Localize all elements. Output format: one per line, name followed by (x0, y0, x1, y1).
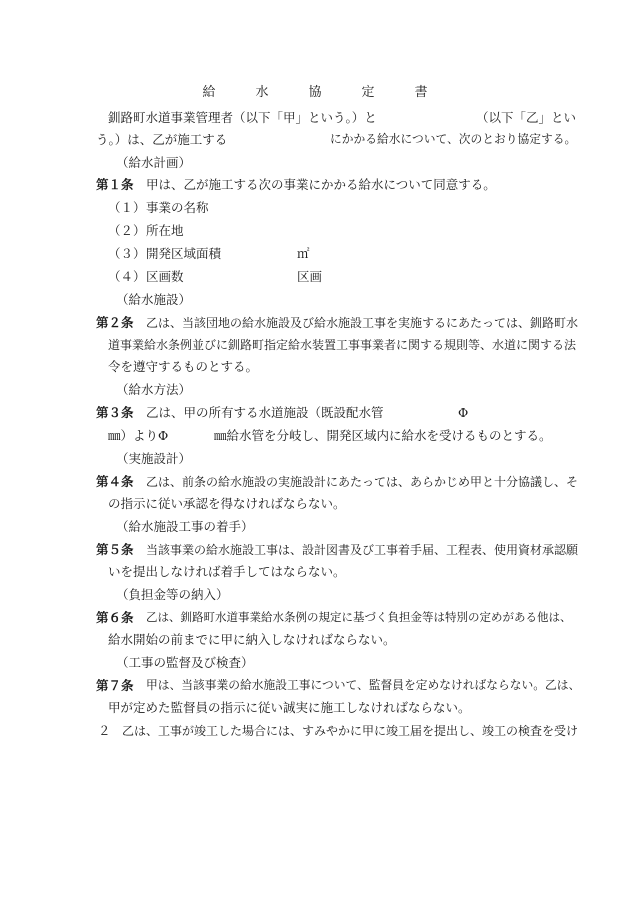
item-number: （１） (108, 200, 146, 215)
article-number: 第７条 (96, 678, 134, 693)
item-label: 開発区域面積 (146, 246, 222, 261)
paragraph-number: ２ (98, 723, 111, 738)
article-text: 道事業給水条例並びに釧路町指定給水装置工事事業者に関する規則等、水道に関する法 (108, 338, 577, 352)
article-number: 第２条 (96, 315, 134, 330)
intro-line-1a: 釧路町水道事業管理者（以下「甲」という。）と (108, 110, 377, 125)
section-heading: （実施設計） (116, 451, 192, 466)
article-number: 第４条 (96, 474, 134, 489)
title-char: 給 (202, 85, 216, 100)
article-text: 甲が定めた監督員の指示に従い誠実に施工しなければならない。 (108, 700, 471, 715)
item-label: 区画数 (146, 269, 184, 284)
intro-line-2a: う。）は、乙が施工する (96, 132, 228, 147)
item-number: （３） (108, 246, 146, 261)
item-unit: 区画 (297, 269, 323, 284)
intro-line-1b: （以下「乙」とい (476, 110, 577, 125)
item-number: （４） (108, 269, 146, 284)
article-text: 甲は、乙が施工する次の事業にかかる給水について同意する。 (146, 177, 496, 192)
title-char: 水 (255, 85, 269, 100)
article-text: 甲は、当該事業の給水施設工事について、監督員を定めなければならない。乙は、 (146, 678, 581, 692)
article-text: の指示に従い承認を得なければならない。 (108, 496, 346, 511)
article-text: いを提出しなければ着手してはならない。 (108, 564, 346, 579)
section-heading: （給水方法） (116, 382, 192, 397)
item-unit: ㎡ (297, 246, 310, 261)
article-text: 乙は、当該団地の給水施設及び給水施設工事を実施するにあたっては、釧路町水 (146, 316, 579, 330)
article-number: 第５条 (96, 542, 134, 557)
item-label: 事業の名称 (146, 200, 209, 215)
section-heading: （負担金等の納入） (116, 587, 229, 602)
article-text: 乙は、甲の所有する水道施設（既設配水管 (146, 405, 384, 420)
article-text: 令を遵守するものとする。 (108, 359, 259, 374)
item-label: 所在地 (146, 223, 184, 238)
article-text: 当該事業の給水施設工事は、設計図書及び工事着手届、工程表、使用資材承認願 (146, 543, 579, 557)
article-text: 給水開始の前までに甲に納入しなければならない。 (108, 632, 396, 647)
article-text: ㎜給水管を分岐し、開発区域内に給水を受けるものとする。 (214, 428, 552, 443)
article-number: 第６条 (96, 610, 134, 625)
section-heading: （工事の監督及び検査） (116, 655, 254, 670)
section-heading: （給水施設工事の着手） (116, 519, 254, 534)
item-number: （２） (108, 223, 146, 238)
title-char: 書 (414, 85, 428, 100)
section-heading: （給水計画） (116, 155, 192, 170)
intro-line-2b: にかかる給水について、次のとおり協定する。 (330, 132, 577, 146)
diameter-symbol: Φ (458, 405, 469, 420)
article-number: 第３条 (96, 405, 134, 420)
article-text: ㎜）よりΦ (108, 428, 169, 443)
document-title (0, 86, 630, 99)
section-heading: （給水施設） (116, 292, 192, 307)
article-number: 第１条 (96, 177, 134, 192)
title-char: 協 (308, 85, 322, 100)
article-text: 乙は、釧路町水道事業給水条例の規定に基づく負担金等は特別の定めがある他は、 (146, 610, 572, 624)
article-text: 乙は、工事が竣工した場合には、すみやかに甲に竣工届を提出し、竣工の検査を受け (122, 724, 579, 738)
article-text: 乙は、前条の給水施設の実施設計にあたっては、あらかじめ甲と十分協議し、そ (146, 475, 579, 489)
title-char: 定 (361, 85, 375, 100)
